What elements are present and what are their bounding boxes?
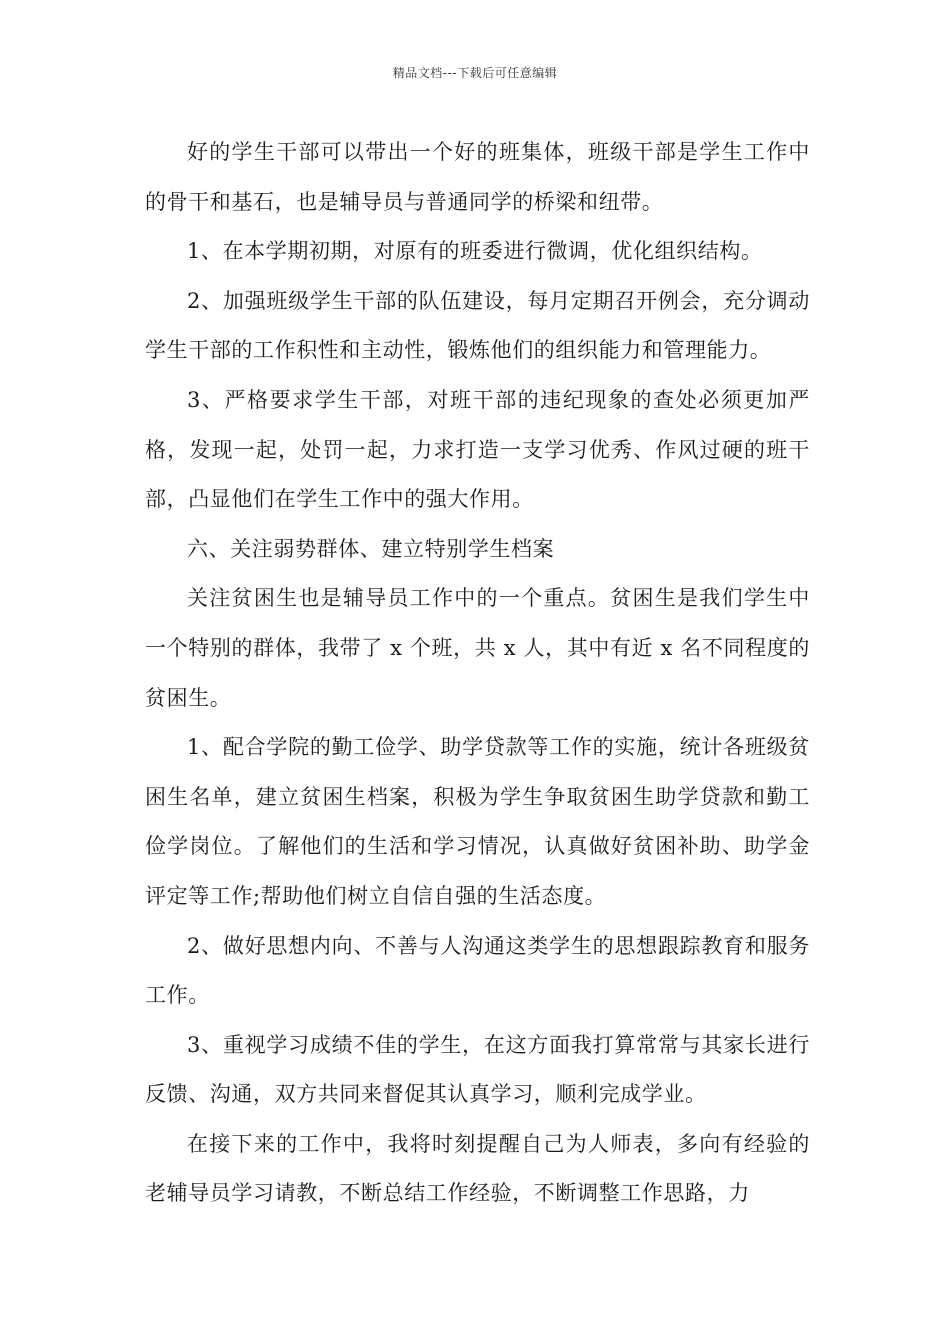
paragraph-item-2: 2、加强班级学生干部的队伍建设，每月定期召开例会，充分调动学生干部的工作积性和主动性，锻炼他们的组织能力和管理能力。: [145, 288, 810, 363]
paragraph-closing: 在接下来的工作中，我将时刻提醒自己为人师表，多向有经验的老辅导员学习请教，不断总结工作经验，不断调整工作思路，力: [145, 1131, 810, 1206]
paragraph-poverty-item-3: 3、重视学习成绩不佳的学生，在这方面我打算常常与其家长进行反馈、沟通，双方共同来督促其认真学习，顺利完成学业。: [145, 1032, 810, 1107]
document-body: [145, 128, 810, 1219]
paragraph-item-3: 3、严格要求学生干部，对班干部的违纪现象的查处必须更加严格，发现一起，处罚一起，力求打造一支学习优秀、作风过硬的班干部，凸显他们在学生工作中的强大作用。: [145, 387, 810, 512]
paragraph-poverty-item-1: 1、配合学院的勤工俭学、助学贷款等工作的实施，统计各班级贫困生名单，建立贫困生档案，积极为学生争取贫困生助学贷款和勤工俭学岗位。了解他们的生活和学习情况，认真做好贫困补助、助学金评定等工作;帮助他们树立自信自强的生活态度。: [145, 735, 810, 908]
paragraph-cadre-intro: 好的学生干部可以带出一个好的班集体，班级干部是学生工作中的骨干和基石，也是辅导员与普通同学的桥梁和纽带。: [145, 140, 810, 214]
paragraph-item-1: 1、在本学期初期，对原有的班委进行微调，优化组织结构。: [187, 239, 763, 264]
page-header: 精品文档---下载后可任意编辑: [392, 66, 558, 80]
section-heading-six: 六、关注弱势群体、建立特别学生档案: [187, 536, 555, 561]
paragraph-poverty-item-2: 2、做好思想内向、不善与人沟通这类学生的思想跟踪教育和服务工作。: [145, 933, 810, 1008]
paragraph-poverty-intro: 关注贫困生也是辅导员工作中的一个重点。贫困生是我们学生中一个特别的群体，我带了 x 个班，共 x 人，其中有近 x 名不同程度的贫困生。: [145, 586, 810, 710]
